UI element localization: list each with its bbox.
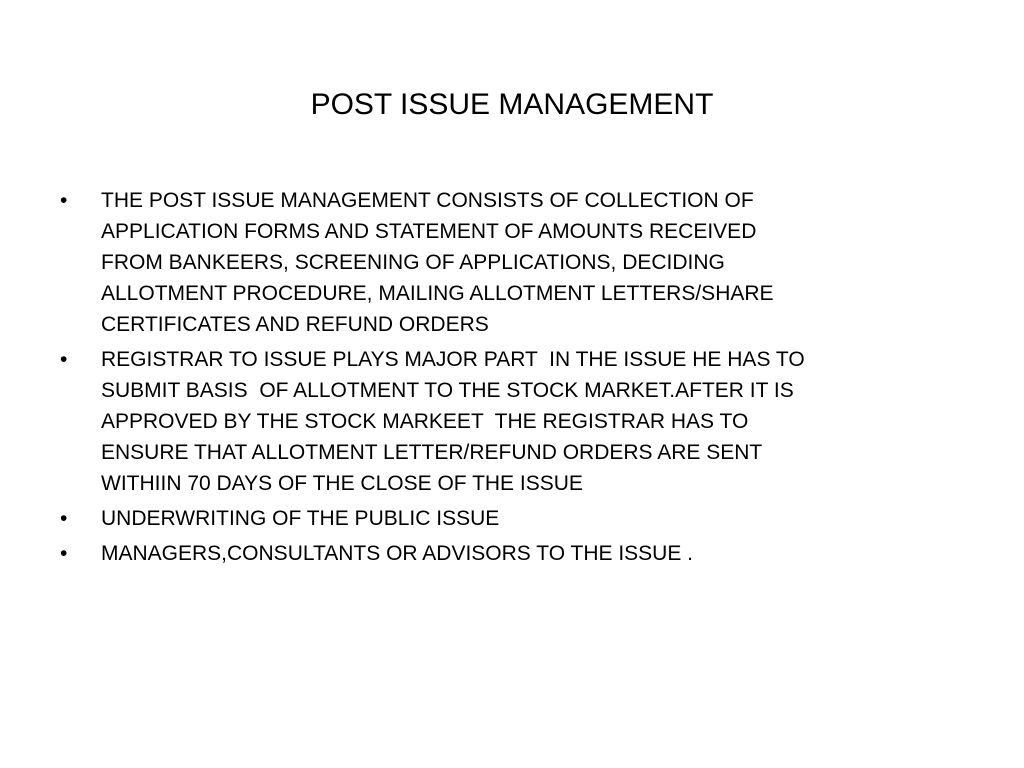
bullet-text-line: ALLOTMENT PROCEDURE, MAILING ALLOTMENT LETTERS/SHARE [101, 282, 774, 305]
bullet-text-line: UNDERWRITING OF THE PUBLIC ISSUE [101, 507, 500, 530]
bullet-text-line: MANAGERS,CONSULTANTS OR ADVISORS TO THE ISSUE . [101, 542, 694, 565]
bullet-text-line: APPLICATION FORMS AND STATEMENT OF AMOUNTS RECEIVED [101, 220, 757, 243]
bullet-marker: • [60, 507, 68, 530]
bullet-marker: • [60, 542, 68, 565]
bullet-item-collection [60, 185, 981, 340]
bullet-marker: • [60, 348, 68, 371]
bullet-item-registrar [60, 344, 981, 499]
bullet-text-line: THE POST ISSUE MANAGEMENT CONSISTS OF COLLECTION OF [101, 189, 754, 212]
bullet-text-line: ENSURE THAT ALLOTMENT LETTER/REFUND ORDERS ARE SENT [101, 441, 763, 464]
bullet-item-underwriting [60, 503, 981, 534]
slide-title: POST ISSUE MANAGEMENT [310, 88, 714, 121]
bullet-text-line: APPROVED BY THE STOCK MARKEET THE REGISTRAR HAS TO [101, 410, 749, 433]
bullet-text-line: WITHIIN 70 DAYS OF THE CLOSE OF THE ISSUE [101, 472, 583, 495]
bullet-text-line: REGISTRAR TO ISSUE PLAYS MAJOR PART IN THE ISSUE HE HAS TO [101, 348, 805, 371]
bullet-marker: • [60, 189, 68, 212]
bullet-text-line: CERTIFICATES AND REFUND ORDERS [101, 313, 489, 336]
bullet-list [60, 185, 980, 573]
bullet-item-managers [60, 538, 981, 569]
bullet-text-line: FROM BANKEERS, SCREENING OF APPLICATIONS, DECIDING [101, 251, 725, 274]
bullet-text-line: SUBMIT BASIS OF ALLOTMENT TO THE STOCK MARKET.AFTER IT IS [101, 379, 794, 402]
